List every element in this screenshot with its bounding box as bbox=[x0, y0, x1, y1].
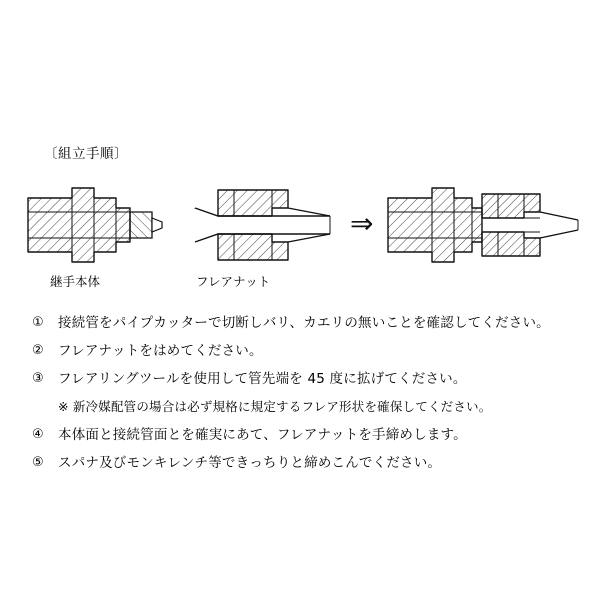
step-text: 本体面と接続管面とを確実にあて、フレアナットを手締めします。 bbox=[58, 427, 467, 443]
fitting-body-figure bbox=[28, 188, 162, 262]
assembly-diagram bbox=[20, 160, 580, 295]
step-text: 接続管をパイプカッターで切断しバリ、カエリの無いことを確認してください。 bbox=[58, 315, 550, 331]
flare-nut-figure bbox=[195, 190, 330, 260]
arrow-glyph: ⇒ bbox=[350, 207, 374, 240]
list-item bbox=[32, 450, 572, 476]
step-number: ④ bbox=[32, 427, 44, 442]
assembly-steps-list bbox=[32, 310, 572, 478]
step-note-text: ※ 新冷媒配管の場合は必ず規格に規定するフレア形状を確保してください。 bbox=[58, 399, 492, 414]
assembled-figure bbox=[388, 188, 578, 262]
step-number: ⑤ bbox=[32, 455, 44, 470]
list-item bbox=[32, 422, 572, 448]
step-number: ② bbox=[32, 343, 44, 358]
list-item bbox=[32, 366, 572, 392]
section-title: 〔組立手順〕 bbox=[44, 146, 128, 162]
step-number: ③ bbox=[32, 371, 44, 386]
step-text: フレアナットをはめてください。 bbox=[58, 343, 263, 359]
list-item bbox=[32, 338, 572, 364]
assembly-diagram-svg bbox=[20, 160, 580, 295]
list-item bbox=[32, 310, 572, 336]
caption-flare-nut: フレアナット bbox=[196, 274, 271, 289]
caption-fitting-body: 継手本体 bbox=[50, 274, 101, 289]
step-text: スパナ及びモンキレンチ等できっちりと締めこんでください。 bbox=[58, 455, 442, 471]
list-item-note bbox=[32, 394, 572, 420]
step-number: ① bbox=[32, 315, 44, 330]
step-text: フレアリングツールを使用して管先端を 45 度に拡げてください。 bbox=[58, 371, 467, 387]
